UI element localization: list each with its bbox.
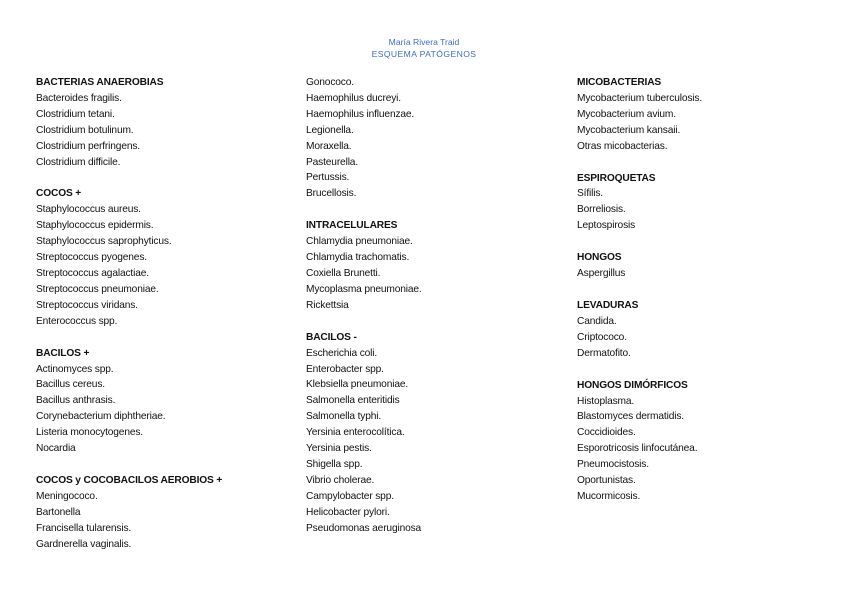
pathogen-item: Pasteurella. <box>306 156 358 168</box>
pathogen-item: Borreliosis. <box>577 204 626 216</box>
pathogen-item: Legionella. <box>306 124 354 136</box>
pathogen-item: Clostridium botulinum. <box>36 124 134 136</box>
pathogen-section <box>36 186 222 329</box>
pathogen-section <box>577 250 702 282</box>
pathogen-item: Streptococcus viridans. <box>36 299 138 311</box>
pathogen-item: Aspergillus <box>577 268 626 280</box>
pathogen-item: Shigella spp. <box>306 458 363 470</box>
pathogen-item: Streptococcus pneumoniae. <box>36 283 159 295</box>
pathogen-item: Streptococcus agalactiae. <box>36 267 149 279</box>
pathogen-item: Clostridium tetani. <box>36 108 115 120</box>
section-title: LEVADURAS <box>577 299 639 311</box>
pathogen-item: Actinomyces spp. <box>36 363 114 375</box>
pathogen-section <box>306 330 422 537</box>
pathogen-item: Coxiella Brunetti. <box>306 267 381 279</box>
pathogen-section <box>577 298 702 362</box>
pathogen-item: Staphylococcus saprophyticus. <box>36 236 172 248</box>
document-subtitle: ESQUEMA PATÓGENOS <box>371 49 477 59</box>
pathogen-section <box>577 171 702 235</box>
pathogen-item: Haemophilus influenzae. <box>306 108 415 120</box>
pathogen-item: Pseudomonas aeruginosa <box>306 522 422 534</box>
pathogen-item: Mycobacterium avium. <box>577 108 676 120</box>
pathogen-item: Moraxella. <box>306 140 352 152</box>
pathogen-item: Francisella tularensis. <box>36 522 132 534</box>
pathogen-item: Esporotricosis linfocutánea. <box>577 443 698 455</box>
pathogen-section <box>577 378 702 505</box>
pathogen-item: Mucormicosis. <box>577 490 641 502</box>
pathogen-item: Yersinia pestis. <box>306 443 372 455</box>
pathogen-section <box>577 75 702 155</box>
column-1 <box>36 75 222 568</box>
pathogen-item: Escherichia coli. <box>306 347 378 359</box>
pathogen-item: Nocardia <box>36 443 76 455</box>
pathogen-section <box>306 75 422 202</box>
pathogen-item: Bacteroides fragilis. <box>36 92 122 104</box>
author-name: María Rivera Traid <box>388 37 460 47</box>
pathogen-item: Leptospirosis <box>577 220 636 232</box>
pathogen-section <box>36 75 222 170</box>
pathogen-item: Vibrio cholerae. <box>306 474 375 486</box>
pathogen-item: Enterococcus spp. <box>36 315 118 327</box>
pathogen-item: Chlamydia pneumoniae. <box>306 236 413 248</box>
pathogen-item: Klebsiella pneumoniae. <box>306 379 409 391</box>
pathogen-item: Meningococo. <box>36 490 98 502</box>
pathogen-item: Clostridium difficile. <box>36 156 121 168</box>
pathogen-item: Histoplasma. <box>577 395 635 407</box>
pathogen-item: Mycoplasma pneumoniae. <box>306 283 422 295</box>
pathogen-item: Otras micobacterias. <box>577 140 668 152</box>
pathogen-item: Salmonella typhi. <box>306 411 382 423</box>
pathogen-item: Candida. <box>577 315 617 327</box>
pathogen-item: Staphylococcus aureus. <box>36 204 141 216</box>
pathogen-item: Criptococo. <box>577 331 627 343</box>
pathogen-item: Mycobacterium tuberculosis. <box>577 92 703 104</box>
pathogen-item: Brucellosis. <box>306 188 357 200</box>
pathogen-item: Bacillus anthrasis. <box>36 395 116 407</box>
pathogen-item: Blastomyces dermatidis. <box>577 411 684 423</box>
pathogen-item: Bacillus cereus. <box>36 379 105 391</box>
pathogen-section <box>36 473 222 553</box>
pathogen-item: Clostridium perfringens. <box>36 140 140 152</box>
section-title: COCOS y COCOBACILOS AEROBIOS + <box>36 474 223 486</box>
column-2 <box>306 75 422 552</box>
pathogen-item: Salmonella enteritidis <box>306 395 400 407</box>
document-header <box>0 36 848 60</box>
pathogen-item: Gardnerella vaginalis. <box>36 538 132 550</box>
pathogen-item: Staphylococcus epidermis. <box>36 220 154 232</box>
pathogen-item: Pertussis. <box>306 172 350 184</box>
pathogen-item: Haemophilus ducreyi. <box>306 92 401 104</box>
pathogen-item: Mycobacterium kansaii. <box>577 124 681 136</box>
pathogen-item: Gonococo. <box>306 77 354 88</box>
pathogen-item: Listeria monocytogenes. <box>36 427 143 439</box>
pathogen-item: Enterobacter spp. <box>306 363 384 375</box>
section-title: HONGOS DIMÓRFICOS <box>577 379 688 391</box>
pathogen-item: Coccidioides. <box>577 427 636 439</box>
pathogen-item: Corynebacterium diphtheriae. <box>36 411 166 423</box>
pathogen-item: Rickettsia <box>306 299 349 311</box>
pathogen-item: Dermatofito. <box>577 347 631 359</box>
section-title: HONGOS <box>577 252 622 264</box>
pathogen-item: Streptococcus pyogenes. <box>36 252 147 264</box>
section-title: MICOBACTERIAS <box>577 77 662 88</box>
pathogen-item: Campylobacter spp. <box>306 490 394 502</box>
pathogen-item: Bartonella <box>36 506 81 518</box>
section-title: BACTERIAS ANAEROBIAS <box>36 77 164 88</box>
section-title: BACILOS + <box>36 347 90 359</box>
pathogen-section <box>36 346 222 457</box>
pathogen-item: Yersinia enterocolítica. <box>306 427 405 439</box>
pathogen-section <box>306 218 422 313</box>
column-3 <box>577 75 702 521</box>
section-title: ESPIROQUETAS <box>577 172 656 184</box>
pathogen-item: Sífilis. <box>577 188 603 200</box>
pathogen-item: Helicobacter pylori. <box>306 506 390 518</box>
pathogen-item: Pneumocistosis. <box>577 459 649 471</box>
section-title: BACILOS - <box>306 331 357 343</box>
section-title: INTRACELULARES <box>306 220 398 232</box>
pathogen-item: Chlamydia trachomatis. <box>306 252 410 264</box>
pathogen-item: Oportunistas. <box>577 475 636 487</box>
section-title: COCOS + <box>36 188 82 200</box>
